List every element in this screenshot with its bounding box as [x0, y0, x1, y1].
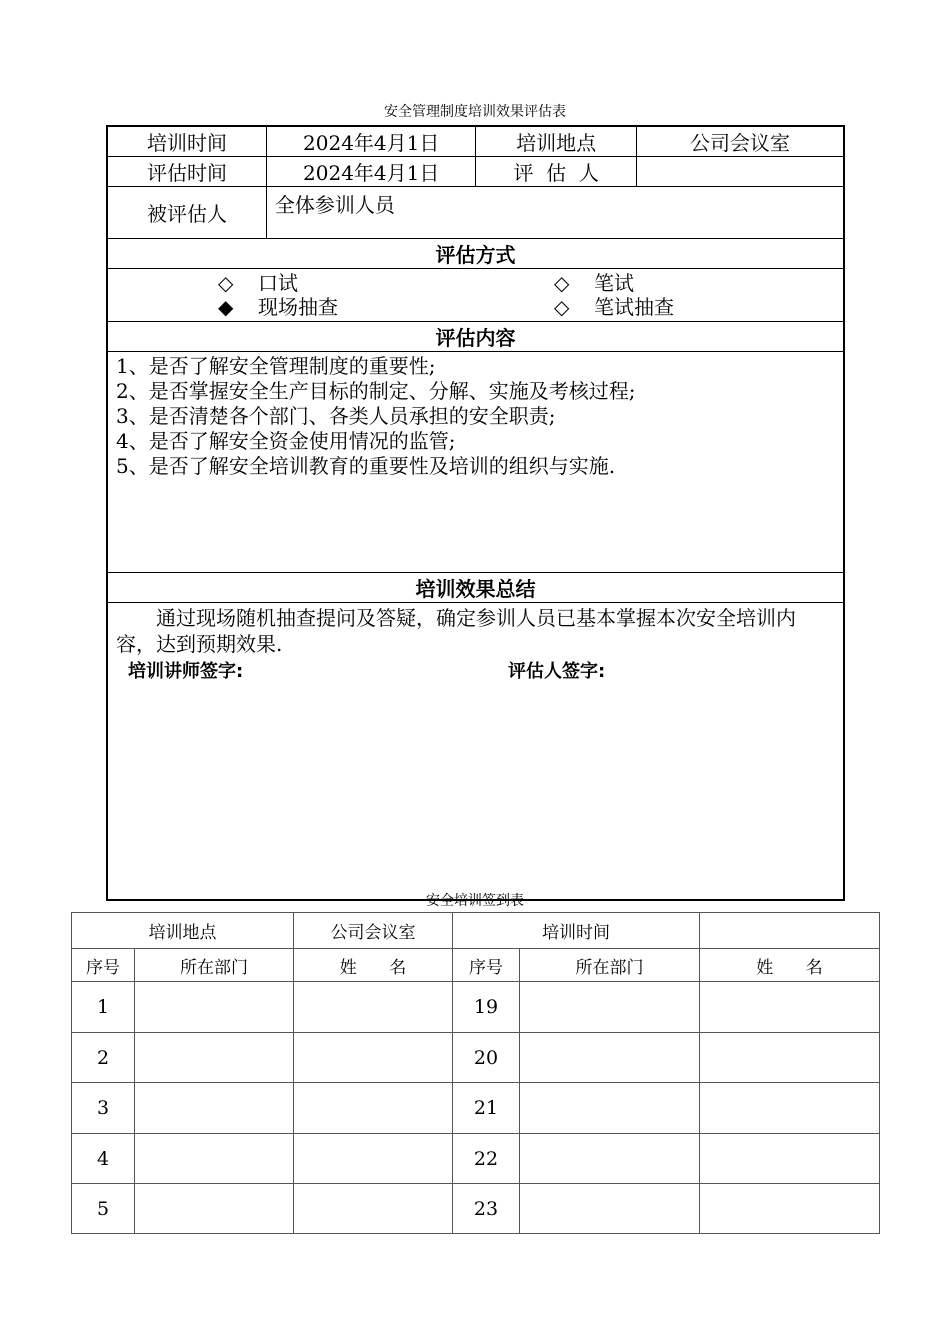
- name-cell[interactable]: [700, 1134, 880, 1184]
- time-label: 培训时间: [453, 913, 700, 949]
- col-header-dept: 所在部门: [135, 949, 294, 982]
- evaluator-signature-label: 评估人签字:: [508, 661, 606, 682]
- content-item: 5、是否了解安全培训教育的重要性及培训的组织与实施.: [116, 454, 616, 478]
- table-row: [72, 1033, 880, 1083]
- table-row: [72, 1083, 880, 1134]
- diamond-outline-icon: ◇: [554, 271, 570, 295]
- col-header-name: 姓 名: [294, 949, 453, 982]
- evaluatee-value[interactable]: 全体参训人员: [266, 187, 844, 239]
- trainer-signature-label: 培训讲师签字:: [128, 661, 244, 682]
- dept-cell[interactable]: [135, 1083, 294, 1134]
- method-written[interactable]: [554, 271, 634, 295]
- summary-cell: [107, 603, 844, 900]
- dept-cell[interactable]: [520, 1033, 700, 1083]
- signin-table: [71, 912, 880, 1234]
- time-value[interactable]: [700, 913, 880, 949]
- row-number: 23: [453, 1184, 520, 1234]
- name-cell[interactable]: [294, 982, 453, 1033]
- name-cell[interactable]: [700, 982, 880, 1033]
- row-number: 4: [72, 1134, 135, 1184]
- row-number: 3: [72, 1083, 135, 1134]
- name-cell[interactable]: [294, 1184, 453, 1234]
- diamond-outline-icon: ◇: [218, 271, 234, 295]
- training-location-label: 培训地点: [476, 126, 636, 157]
- content-list: [107, 352, 844, 573]
- name-cell[interactable]: [700, 1033, 880, 1083]
- eval-time-value[interactable]: 2024年4月1日: [266, 157, 476, 187]
- summary-text: 通过现场随机抽查提问及答疑，确定参训人员已基本掌握本次安全培训内容，达到预期效果.: [116, 606, 796, 656]
- method-onsite-check[interactable]: [218, 295, 338, 319]
- location-value[interactable]: 公司会议室: [294, 913, 453, 949]
- method-written-spotcheck-label: 笔试抽查: [594, 295, 674, 319]
- dept-cell[interactable]: [520, 1134, 700, 1184]
- dept-cell[interactable]: [520, 1083, 700, 1134]
- evaluator-label: 评 估 人: [476, 157, 636, 187]
- eval-form-table: [106, 125, 845, 901]
- name-cell[interactable]: [294, 1134, 453, 1184]
- col-header-no: 序号: [453, 949, 520, 982]
- eval-time-label: 评估时间: [107, 157, 266, 187]
- table-row: [72, 1134, 880, 1184]
- dept-cell[interactable]: [135, 982, 294, 1033]
- name-cell[interactable]: [700, 1184, 880, 1234]
- method-onsite-check-label: 现场抽查: [258, 295, 338, 319]
- method-oral-label: 口试: [258, 271, 298, 295]
- training-location-value[interactable]: 公司会议室: [636, 126, 844, 157]
- row-number: 21: [453, 1083, 520, 1134]
- row-number: 2: [72, 1033, 135, 1083]
- method-written-spotcheck[interactable]: [554, 295, 674, 319]
- dept-cell[interactable]: [520, 982, 700, 1033]
- name-cell[interactable]: [294, 1033, 453, 1083]
- col-header-dept: 所在部门: [520, 949, 700, 982]
- row-number: 1: [72, 982, 135, 1033]
- training-time-label: 培训时间: [107, 126, 266, 157]
- name-cell[interactable]: [700, 1083, 880, 1134]
- summary-header: 培训效果总结: [107, 573, 844, 603]
- signin-form-title: 安全培训签到表: [426, 893, 524, 909]
- dept-cell[interactable]: [135, 1184, 294, 1234]
- dept-cell[interactable]: [520, 1184, 700, 1234]
- evaluator-value[interactable]: [636, 157, 844, 187]
- content-item: 1、是否了解安全管理制度的重要性;: [116, 354, 436, 378]
- training-time-value[interactable]: 2024年4月1日: [266, 126, 476, 157]
- eval-form-title: 安全管理制度培训效果评估表: [384, 104, 566, 120]
- content-item: 4、是否了解安全资金使用情况的监管;: [116, 429, 456, 453]
- row-number: 22: [453, 1134, 520, 1184]
- content-item: 3、是否清楚各个部门、各类人员承担的安全职责;: [116, 404, 556, 428]
- row-number: 19: [453, 982, 520, 1033]
- col-header-name: 姓 名: [700, 949, 880, 982]
- methods-header: 评估方式: [107, 239, 844, 269]
- diamond-outline-icon: ◇: [554, 295, 570, 319]
- method-written-label: 笔试: [594, 271, 634, 295]
- content-item: 2、是否掌握安全生产目标的制定、分解、实施及考核过程;: [116, 379, 636, 403]
- diamond-filled-icon: ◆: [218, 295, 234, 319]
- row-number: 20: [453, 1033, 520, 1083]
- methods-cell: [107, 269, 844, 322]
- table-row: [72, 982, 880, 1033]
- dept-cell[interactable]: [135, 1033, 294, 1083]
- dept-cell[interactable]: [135, 1134, 294, 1184]
- row-number: 5: [72, 1184, 135, 1234]
- location-label: 培训地点: [72, 913, 294, 949]
- name-cell[interactable]: [294, 1083, 453, 1134]
- method-oral[interactable]: [218, 271, 298, 295]
- content-header: 评估内容: [107, 322, 844, 352]
- col-header-no: 序号: [72, 949, 135, 982]
- table-row: [72, 1184, 880, 1234]
- evaluatee-label: 被评估人: [107, 187, 266, 239]
